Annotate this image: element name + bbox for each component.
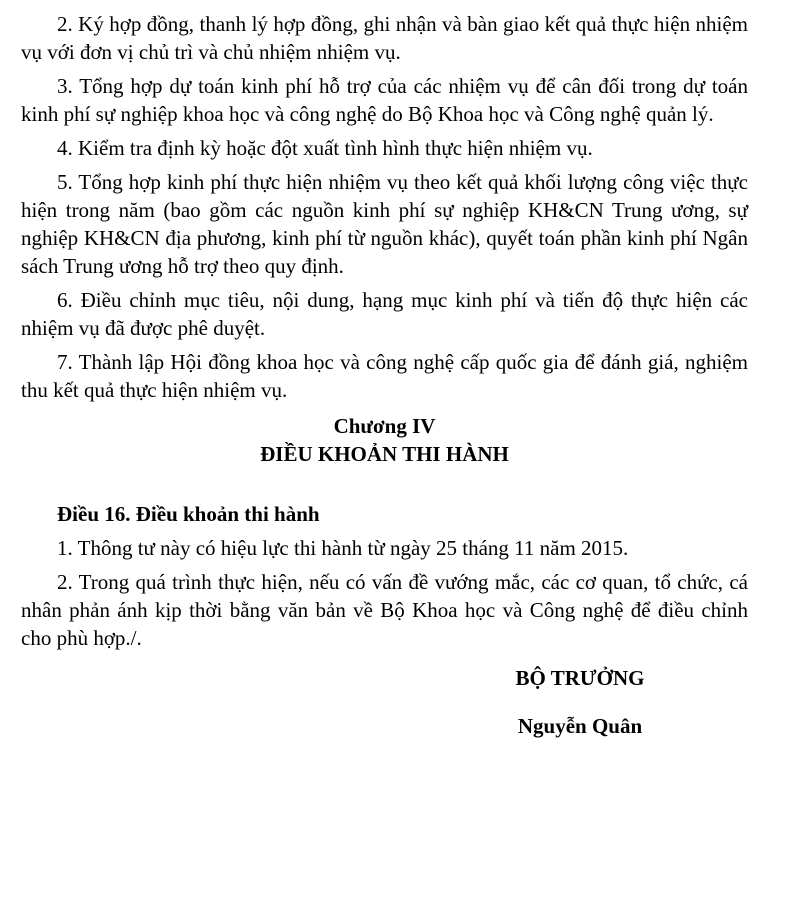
chapter-label: Chương IV [333, 414, 436, 438]
body-paragraph: 4. Kiểm tra định kỳ hoặc đột xuất tình hình thực hiện nhiệm vụ. [57, 136, 593, 160]
body-paragraph: 6. Điều chỉnh mục tiêu, nội dung, hạng mục kinh phí và tiến độ thực hiện các nhiệm vụ đã được phê duyệt. [21, 288, 748, 340]
body-paragraph: 7. Thành lập Hội đồng khoa học và công nghệ cấp quốc gia để đánh giá, nghiệm thu kết quả thực hiện nhiệm vụ. [21, 350, 748, 402]
article-clause: 1. Thông tư này có hiệu lực thi hành từ ngày 25 tháng 11 năm 2015. [57, 536, 629, 560]
signature-title: BỘ TRƯỞNG [515, 666, 645, 690]
chapter-title: ĐIỀU KHOẢN THI HÀNH [260, 442, 509, 466]
chapter-heading [21, 412, 748, 468]
signature-block [460, 664, 700, 740]
article-heading: Điều 16. Điều khoản thi hành [57, 502, 320, 526]
body-paragraph: 5. Tổng hợp kinh phí thực hiện nhiệm vụ theo kết quả khối lượng công việc thực hiện trong năm (bao gồm các nguồn kinh phí sự nghiệp KH&CN Trung ương, sự nghiệp KH&CN địa phương, kinh phí từ nguồn khác), quyết toán phần kinh phí Ngân sách Trung ương hỗ trợ theo quy định. [21, 170, 748, 278]
body-paragraph: 2. Ký hợp đồng, thanh lý hợp đồng, ghi nhận và bàn giao kết quả thực hiện nhiệm vụ với đơn vị chủ trì và chủ nhiệm nhiệm vụ. [21, 12, 748, 64]
signature-name: Nguyễn Quân [517, 714, 643, 738]
article-clause: 2. Trong quá trình thực hiện, nếu có vấn đề vướng mắc, các cơ quan, tổ chức, cá nhân phản ánh kịp thời bằng văn bản về Bộ Khoa học và Công nghệ để điều chỉnh cho phù hợp./. [21, 570, 748, 650]
body-paragraph: 3. Tổng hợp dự toán kinh phí hỗ trợ của các nhiệm vụ để cân đối trong dự toán kinh phí sự nghiệp khoa học và công nghệ do Bộ Khoa học và Công nghệ quản lý. [21, 74, 748, 126]
